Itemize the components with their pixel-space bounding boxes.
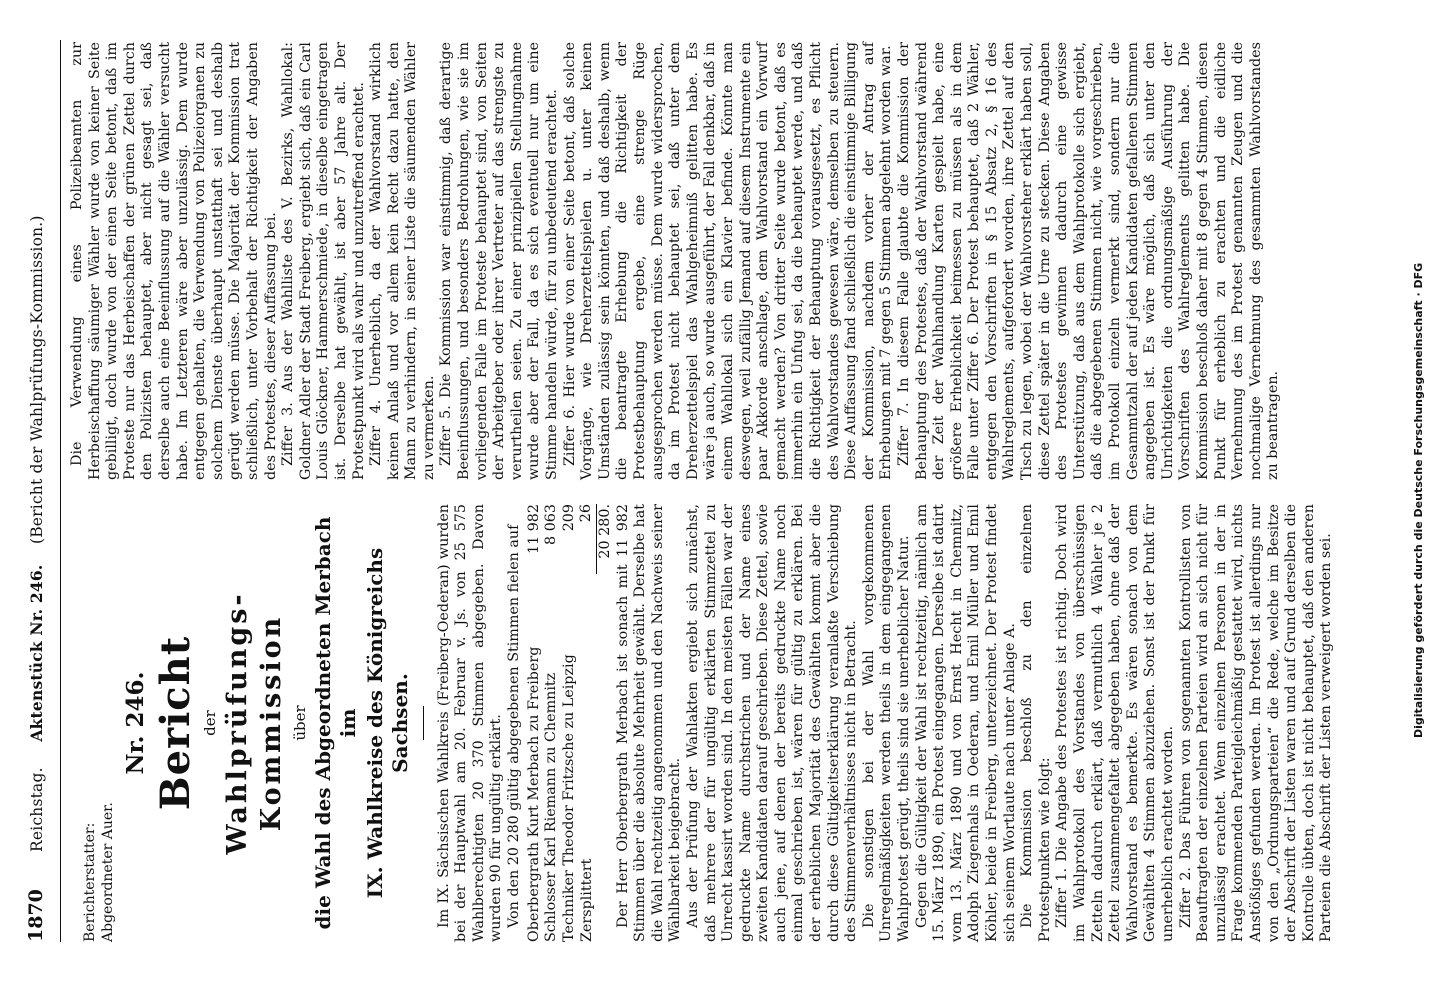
paragraph: Der Herr Oberbergrath Merbach ist sonach mit 11 982 Stimmen über die absolute Mehrheit gewählt. Derselbe hat die Wahl rechtzeitig angenommen und den Nachweis seiner Wählbarkeit beigebracht. [614, 504, 684, 942]
header-right-label: (Bericht der Wahlprüfungs-Kommission.) [28, 215, 46, 545]
header-left-label: Reichstag. [28, 767, 46, 852]
right-column [69, 42, 1283, 480]
paragraph-intro: Im IX. Sächsischen Wahlkreis (Freiberg-Oederan) wurden bei der Hauptwahl am 20. Februar v. Js. von 25 575 Wahlberechtigten 20 370 Stimmen abgegeben. Davon wurden 90 für ungültig erklärt. [435, 504, 505, 942]
paragraph-ziffer-1: Ziffer 1. Die Angabe des Protestes ist richtig. Doch wird im Wahlprotokoll des Vorstandes von überschüssigen Zetteln dadurch erklärt, daß vermuthlich 4 Wähler je 2 Zettel zusammengefaltet abgegeben haben, ohne daß der Wahlvorstand es bemerkte. Es wären sonach von dem Gewählten 4 Stimmen abzuziehen. Sonst ist der Punkt für unerheblich erachtet worden. [1054, 504, 1176, 942]
digitization-note: Digitalisierung gefördert durch die Deutsche Forschungsgemeinschaft · DFG [1412, 262, 1425, 738]
reporter-name: Abgeordneter Auer. [100, 802, 116, 942]
title-divider [423, 706, 424, 740]
title-line-1: die Wahl des Abgeordneten Merbach im [310, 516, 360, 930]
page-number: 1870 [25, 889, 47, 942]
title-block [122, 504, 424, 942]
candidate-votes: 26 [578, 504, 595, 523]
paragraph: Die Kommission beschloß zu den einzelnen Protestpunkten wie folgt: [1019, 504, 1053, 942]
paragraph-ziffer-5: Ziffer 5. Die Kommission war einstimmig, daß derartige Beeinflussungen, und besonders Bedrohungen, wie sie im vorliegenden Falle im Proteste behauptet sind, von Seiten der Arbeitgeber oder ihrer Vertreter auf das strengste zu verurtheilen seien. Zu einer prinzipiellen Stellungnahme wurde aber der Fall, da es sich eventuell nur um eine Stimme handeln würde, für zu unbedeutend erachtet. [438, 42, 561, 480]
reporter-label: Berichterstatter: [82, 822, 98, 942]
title-line-2: IX. Wahlkreise des Königreichs Sachsen. [362, 547, 412, 899]
paragraph: Gegen die Gültigkeit der Wahl ist rechtzeitig, nämlich am 15. März 1890, ein Protest eingegangen. Derselbe ist datirt vom 13. März 1890 und von Ernst Hecht in Chemnitz, Adolph Ziegenhals in Oederan, und Emil Müller und Emil Köhler, beide in Freiberg, unterzeichnet. Der Protest findet sich seinem Wortlaute nach unter Anlage A. [913, 504, 1018, 942]
candidate-name: Techniker Theodor Fritzsche zu Leipzig [560, 654, 577, 942]
paragraph: Die sonstigen bei der Wahl vorgekommenen Unregelmäßigkeiten werden theils in dem eingegangenen Wahlprotest gerügt, theils sind sie unerheblicher Natur. [860, 504, 913, 942]
paragraph-ziffer-4: Ziffer 4. Unerheblich, da der Wahlvorstand wirklich keinen Anlaß und vor allem kein Recht dazu hatte, den Mann zu verhindern, in seiner Liste die säumenden Wähler zu vermerken. [368, 42, 437, 480]
paragraph-ziffer-7: Ziffer 7. In diesem Falle glaubte die Kommission der Behauptung des Protestes, daß der Wahlvorstand während der Zeit der Wahlhandlung Karten gespielt habe, eine größere Erheblichkeit beimessen zu müssen als in dem Falle unter Ziffer 6. Der Protest behauptet, daß 2 Wähler, entgegen den Vorschriften in § 15 Absatz 2, § 16 des Wahlreglements, aufgefordert worden, ihre Zettel auf den Tisch zu legen, wobei der Wahlvorsteher erklärt haben soll, diese Zettel später in die Urne zu stecken. Diese Angaben des Protestes gewinnen dadurch eine gewisse Unterstützung, daß aus dem Wahlprotokolle sich ergiebt, daß die abgegebenen Stimmen nicht, wie vorgeschrieben, im Protokoll einzeln vermerkt sind, sondern nur die Gesammtzahl der auf jeden Kandidaten gefallenen Stimmen angegeben ist. Es wäre möglich, daß sich unter den Unrichtigkeiten die ordnungsmäßige Ausführung der Vorschriften des Wahlreglements gelitten habe. Die Kommission beschloß daher mit 8 gegen 4 Stimmen, diesen Punkt für erheblich zu erachten und die eidliche Vernehmung des im Protest genannten Zeugen und die nochmalige Vernehmung des gesammten Wahlvorstandes zu beantragen. [895, 42, 1282, 480]
header-running-title [28, 40, 47, 852]
votes-table [526, 504, 615, 942]
votes-row [543, 504, 561, 942]
paragraph-ziffer-2: Ziffer 2. Das Führen von sogenannten Kontrollisten von Beauftragten der einzelnen Parteien wird an sich nicht für unzulässig erachtet. Wenn einzelnen Personen in der in Frage kommenden Parteigleichmäßig gestattet wird, nichts Anstößiges gefunden werden. Im Protest ist allerdings nur von den „Ordnungsparteien“ die Rede, welche im Besitze der Abschrift der Listen waren und auf Grund derselben die Kontrolle übten, doch ist nicht behauptet, daß den anderen Parteien die Abschrift der Listen verweigert worden sei. [1177, 504, 1335, 942]
candidate-name: Oberbergrath Kurt Merbach zu Freiberg [525, 646, 542, 942]
candidate-votes: 8 063 [543, 504, 560, 545]
header-document-number: Aktenstück Nr. 246. [27, 564, 46, 742]
document-number: Nr. 246. [122, 671, 149, 775]
header-rule [60, 40, 61, 942]
candidate-name: Zersplittert [578, 858, 595, 942]
title-der: der [200, 710, 219, 736]
candidate-votes: 209 [560, 504, 577, 532]
reporter-block [81, 504, 117, 942]
votes-total-row [596, 504, 614, 942]
paragraph-votes-intro: Von den 20 280 gültig abgegebenen Stimmen fielen auf [505, 524, 522, 928]
title-ueber: über [290, 705, 309, 741]
votes-row [578, 504, 596, 942]
paragraph: Die Verwendung eines Polizeibeamten zur Herbeischaffung säumiger Wähler wurde von keiner Seite gebilligt, doch wurde von der einen Seite betont, daß im Proteste nur das Herbeischaffen der grünen Zettel durch den Polizisten behauptet, aber nicht gesagt sei, daß derselbe auch eine Beeinflussung auf die Wähler versucht habe. Im Letzteren wäre aber unzulässig. Dem wurde entgegen gehalten, die Verwendung von Polizeiorganen zu solchem Dienste überhaupt unstatthaft sei und deshalb gerügt werden müsse. Die Majorität der Kommission trat schließlich, unter Vorbehalt der Richtigkeit der Angaben des Protestes, dieser Auffassung bei. [69, 42, 279, 480]
votes-total: 20 280. [596, 504, 614, 574]
candidate-name: Schlosser Karl Riemann zu Chemnitz [543, 672, 560, 942]
title-bericht: Bericht [151, 635, 199, 811]
candidate-votes: 11 982 [525, 504, 542, 555]
left-column [69, 504, 1336, 942]
two-column-body [69, 40, 1336, 942]
title-kommission: Wahlprüfungs-Kommission [221, 591, 287, 855]
paragraph: Aus der Prüfung der Wahlakten ergiebt sich zunächst, daß mehrere der für ungültig erklärten Stimmzettel zu Unrecht kassirt worden sind. In den meisten Fällen war der gedruckte Name durchstrichen und der Name eines zweiten Kandidaten darauf geschrieben. Diese Zettel, sowie auch jene, auf denen der bereits gedruckte Name noch einmal geschrieben ist, wären für gültig zu erklären. Bei der erheblichen Majorität des Gewählten kommt aber die durch diese Gültigkeitserklärung veranlaßte Verschiebung des Stimmenverhältnisses nicht in Betracht. [684, 504, 860, 942]
paragraph-ziffer-6: Ziffer 6. Hier wurde von einer Seite betont, daß solche Vorgänge, wie Dreherzettelspielen u. unter keinen Umständen zulässig sein könnten, und daß deshalb, wenn die beantragte Erhebung die Richtigkeit der Protestbehauptung ergebe, eine strenge Rüge ausgesprochen werden müsse. Dem wurde widersprochen, da im Protest nicht behauptet sei, daß unter dem Dreherzettelspiel das Wahlgeheimniß gelitten habe. Es wäre ja auch, so wurde ausgeführt, der Fall denkbar, daß in einem Wahllokal sich ein Klavier befinde. Könnte man deswegen, weil zufällig Jemand auf diesem Instrumente ein paar Akkorde anschlage, dem Wahlvorstand ein Vorwurf gemacht werden? Von dritter Seite wurde betont, daß es immerhin ein Unfug sei, da die behauptet werde, und daß die Richtigkeit der Behauptung vorausgesetzt, es Pflicht des Wahlvorstandes gewesen wäre, demselben zu steuern. Diese Auffassung fand schließlich die einstimmige Billigung der Kommission, nachdem vorher der Antrag auf Erhebungen mit 7 gegen 5 Stimmen abgelehnt worden war. [561, 42, 895, 480]
page-header [25, 40, 58, 942]
paragraph-ziffer-3: Ziffer 3. Aus der Wahlliste des V. Bezirks, Wahllokal: Goldner Adler der Stadt Freiberg, ergiebt sich, daß ein Carl Louis Glöckner, Hammerschmiede, in dieselbe eingetragen ist. Derselbe hat gewählt, ist aber 57 Jahre alt. Der Protestpunkt wird als wahr und unzutreffend erachtet. [280, 42, 367, 480]
votes-row [561, 504, 579, 942]
votes-row [526, 504, 544, 942]
